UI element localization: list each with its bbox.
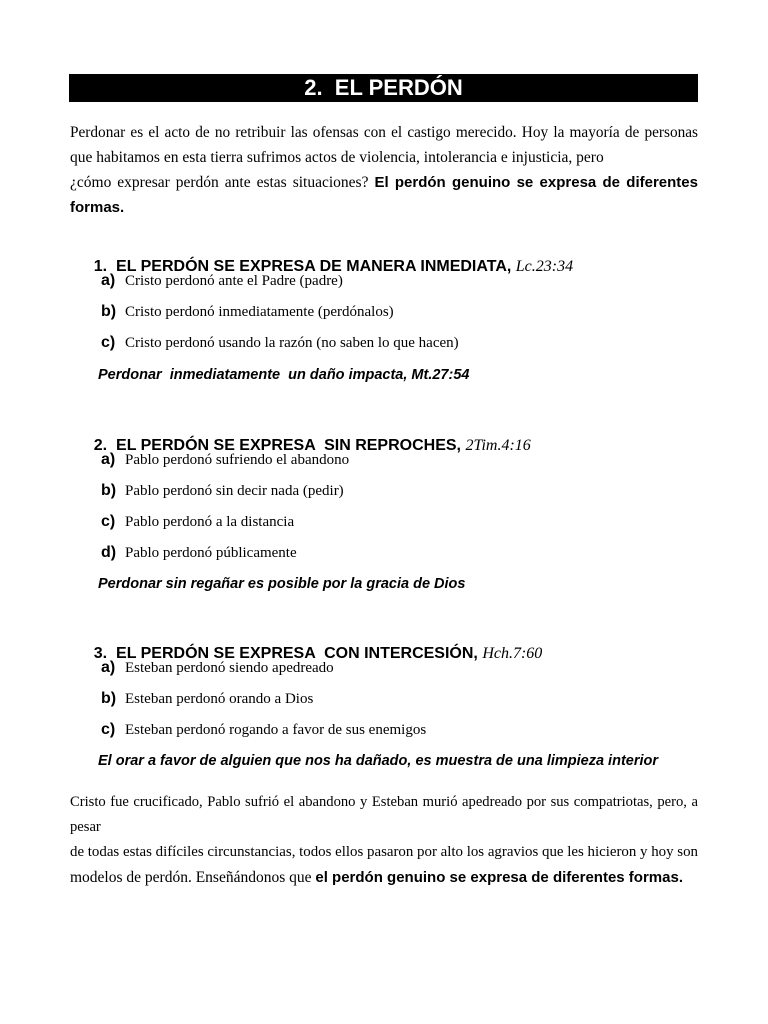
section-3-item-c: [101, 721, 426, 739]
intro-question: ¿cómo expresar perdón ante estas situaciones?: [70, 174, 369, 191]
item-text: Pablo perdonó a la distancia: [125, 514, 295, 530]
closing-line-2: de todas estas difíciles circunstancias, todos ellos pasaron por alto los agravios que les hicieron y hoy son: [70, 844, 698, 860]
page-title-text: 2. EL PERDÓN: [304, 75, 463, 100]
section-1-item-a: [101, 272, 343, 290]
intro-line-4: [70, 195, 698, 220]
item-text: Pablo perdonó sufriendo el abandono: [125, 452, 350, 468]
section-1-reference: Lc.23:34: [515, 258, 574, 275]
section-3-reference: Hch.7:60: [482, 645, 543, 662]
item-letter: a): [101, 659, 116, 676]
item-text: Cristo perdonó usando la razón (no saben lo que hacen): [125, 335, 459, 351]
section-1-heading-text: 1. EL PERDÓN SE EXPRESA DE MANERA INMEDIATA,: [93, 258, 516, 275]
section-3-conclusion: El orar a favor de alguien que nos ha dañado, es muestra de una limpieza interior: [98, 753, 659, 769]
item-letter: c): [101, 721, 116, 738]
closing-paragraph: [70, 790, 698, 890]
intro-bold-statement: El perdón genuino se expresa de diferentes: [374, 174, 698, 191]
section-3-item-b: [101, 690, 313, 708]
item-letter: b): [101, 690, 117, 707]
item-letter: a): [101, 451, 116, 468]
item-letter: b): [101, 482, 117, 499]
section-1-item-b: [101, 303, 394, 321]
item-text: Esteban perdonó siendo apedreado: [125, 660, 334, 676]
section-1-conclusion: Perdonar inmediatamente un daño impacta, Mt.27:54: [98, 367, 470, 383]
closing-line-3: [70, 865, 698, 890]
intro-line-3: [70, 170, 698, 195]
item-text: Pablo perdonó públicamente: [125, 545, 297, 561]
item-letter: c): [101, 513, 116, 530]
intro-bold-statement-end: formas.: [70, 199, 125, 216]
item-letter: b): [101, 303, 117, 320]
item-text: Pablo perdonó sin decir nada (pedir): [125, 483, 344, 499]
section-3-heading-text: 3. EL PERDÓN SE EXPRESA CON INTERCESIÓN,: [93, 645, 483, 662]
closing-plain: modelos de perdón. Enseñándonos que: [70, 869, 316, 886]
section-2-item-c: [101, 513, 294, 531]
intro-line-1: Perdonar es el acto de no retribuir las ofensas con el castigo merecido. Hoy la mayoría de personas: [70, 124, 698, 141]
section-2-item-a: [101, 451, 349, 469]
item-text: Esteban perdonó rogando a favor de sus enemigos: [125, 722, 427, 738]
section-1-item-c: [101, 334, 459, 352]
item-letter: c): [101, 334, 116, 351]
section-2-conclusion: Perdonar sin regañar es posible por la gracia de Dios: [98, 576, 466, 592]
item-text: Esteban perdonó orando a Dios: [125, 691, 314, 707]
closing-bold-statement: el perdón genuino se expresa de diferentes formas.: [315, 869, 683, 886]
closing-line-1: Cristo fue crucificado, Pablo sufrió el abandono y Esteban murió apedreado por sus compatriotas, pero, a pesar: [70, 794, 698, 835]
section-2-reference: 2Tim.4:16: [465, 437, 531, 454]
item-text: Cristo perdonó ante el Padre (padre): [125, 273, 343, 289]
section-3-item-a: [101, 659, 334, 677]
item-letter: d): [101, 544, 117, 561]
page-title: [69, 74, 698, 102]
item-text: Cristo perdonó inmediatamente (perdónalos): [125, 304, 394, 320]
section-2-item-d: [101, 544, 297, 562]
intro-line-2: que habitamos en esta tierra sufrimos actos de violencia, intolerancia e injusticia, pero: [70, 149, 604, 166]
item-letter: a): [101, 272, 116, 289]
section-2-item-b: [101, 482, 344, 500]
section-2-heading-text: 2. EL PERDÓN SE EXPRESA SIN REPROCHES,: [93, 437, 466, 454]
intro-paragraph: [70, 120, 698, 220]
